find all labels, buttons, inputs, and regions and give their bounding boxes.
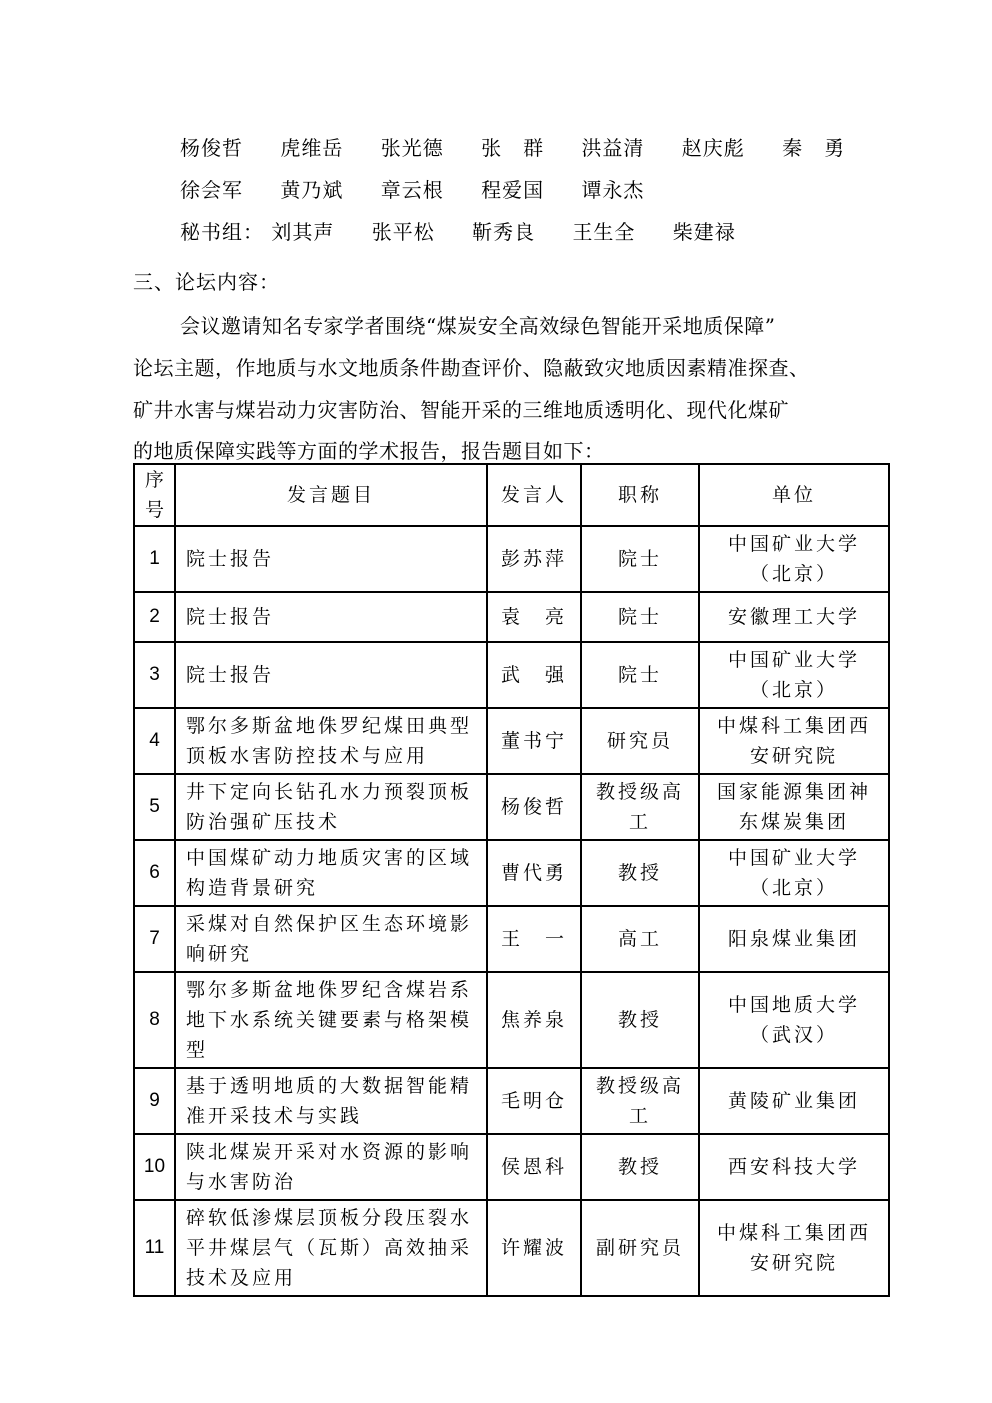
row-unit: 中国矿业大学（北京） [699, 840, 889, 906]
committee-names-line-1 [180, 132, 875, 161]
table-row [134, 1134, 889, 1200]
row-unit: 中国地质大学（武汉） [699, 972, 889, 1068]
header-unit: 单位 [699, 464, 889, 526]
table-row [134, 972, 889, 1068]
row-unit: 国家能源集团神东煤炭集团 [699, 774, 889, 840]
row-seq: 3 [134, 642, 175, 708]
row-title: 院士 [581, 592, 699, 642]
member-name: 秦 勇 [782, 136, 846, 160]
row-speaker: 杨俊哲 [487, 774, 581, 840]
row-title: 高工 [581, 906, 699, 972]
row-title: 教授 [581, 972, 699, 1068]
paragraph-line: 会议邀请知名专家学者围绕“煤炭安全高效绿色智能开采地质保障” [180, 314, 776, 338]
row-speaker: 袁 亮 [487, 592, 581, 642]
row-speaker: 武 强 [487, 642, 581, 708]
table-row [134, 1068, 889, 1134]
row-unit: 中煤科工集团西安研究院 [699, 708, 889, 774]
row-unit: 中国矿业大学（北京） [699, 642, 889, 708]
row-unit: 阳泉煤业集团 [699, 906, 889, 972]
row-unit: 安徽理工大学 [699, 592, 889, 642]
member-name: 张光德 [380, 136, 444, 160]
member-name: 章云根 [380, 178, 444, 202]
row-unit: 中煤科工集团西安研究院 [699, 1200, 889, 1296]
row-speaker: 彭苏萍 [487, 526, 581, 592]
member-name: 虎维岳 [280, 136, 344, 160]
table-row [134, 642, 889, 708]
row-title: 院士 [581, 642, 699, 708]
member-name: 张 群 [481, 136, 545, 160]
header-title: 职称 [581, 464, 699, 526]
row-seq: 5 [134, 774, 175, 840]
row-topic: 鄂尔多斯盆地侏罗纪煤田典型顶板水害防控技术与应用 [175, 708, 487, 774]
row-seq: 11 [134, 1200, 175, 1296]
table-row [134, 708, 889, 774]
row-title: 教授级高工 [581, 1068, 699, 1134]
row-topic: 院士报告 [175, 592, 487, 642]
row-topic: 碎软低渗煤层顶板分段压裂水平井煤层气（瓦斯）高效抽采技术及应用 [175, 1200, 487, 1296]
row-title: 副研究员 [581, 1200, 699, 1296]
secretary-name: 柴建禄 [672, 220, 736, 244]
secretary-name: 王生全 [572, 220, 636, 244]
row-topic: 院士报告 [175, 526, 487, 592]
row-title: 研究员 [581, 708, 699, 774]
row-topic: 采煤对自然保护区生态环境影响研究 [175, 906, 487, 972]
row-title: 教授 [581, 1134, 699, 1200]
table-header-row [134, 464, 889, 526]
row-seq: 7 [134, 906, 175, 972]
report-schedule-table [133, 463, 890, 1297]
row-speaker: 毛明仓 [487, 1068, 581, 1134]
table-row [134, 906, 889, 972]
header-speaker: 发言人 [487, 464, 581, 526]
row-seq: 9 [134, 1068, 175, 1134]
secretariat-line [180, 216, 766, 245]
paragraph-line: 矿井水害与煤岩动力灾害防治、智能开采的三维地质透明化、现代化煤矿 [133, 398, 789, 422]
row-seq: 4 [134, 708, 175, 774]
row-topic: 鄂尔多斯盆地侏罗纪含煤岩系地下水系统关键要素与格架模型 [175, 972, 487, 1068]
row-topic: 院士报告 [175, 642, 487, 708]
row-seq: 6 [134, 840, 175, 906]
member-name: 黄乃斌 [280, 178, 344, 202]
secretary-name: 刘其声 [271, 220, 335, 244]
member-name: 程爱国 [481, 178, 545, 202]
committee-names-line-2 [180, 174, 674, 203]
row-speaker: 焦养泉 [487, 972, 581, 1068]
row-topic: 基于透明地质的大数据智能精准开采技术与实践 [175, 1068, 487, 1134]
paragraph-line: 的地质保障实践等方面的学术报告，报告题目如下： [133, 439, 605, 463]
table-row [134, 526, 889, 592]
row-unit: 中国矿业大学（北京） [699, 526, 889, 592]
header-seq: 序号 [134, 464, 175, 526]
table-row [134, 840, 889, 906]
row-topic: 井下定向长钻孔水力预裂顶板防治强矿压技术 [175, 774, 487, 840]
member-name: 杨俊哲 [180, 136, 243, 160]
secretariat-label: 秘书组： [180, 220, 264, 244]
member-name: 洪益清 [581, 136, 645, 160]
secretary-name: 靳秀良 [472, 220, 536, 244]
table-row [134, 774, 889, 840]
row-unit: 黄陵矿业集团 [699, 1068, 889, 1134]
secretary-name: 张平松 [371, 220, 435, 244]
row-speaker: 许耀波 [487, 1200, 581, 1296]
row-seq: 2 [134, 592, 175, 642]
header-topic: 发言题目 [175, 464, 487, 526]
paragraph-line: 论坛主题，作地质与水文地质条件勘查评价、隐蔽致灾地质因素精准探查、 [133, 356, 810, 380]
row-speaker: 侯恩科 [487, 1134, 581, 1200]
row-title: 院士 [581, 526, 699, 592]
row-title: 教授 [581, 840, 699, 906]
row-topic: 中国煤矿动力地质灾害的区域构造背景研究 [175, 840, 487, 906]
row-seq: 1 [134, 526, 175, 592]
row-seq: 10 [134, 1134, 175, 1200]
member-name: 赵庆彪 [681, 136, 745, 160]
section-heading: 三、论坛内容： [133, 270, 280, 294]
table-row [134, 592, 889, 642]
row-title: 教授级高工 [581, 774, 699, 840]
row-topic: 陕北煤炭开采对水资源的影响与水害防治 [175, 1134, 487, 1200]
row-speaker: 王 一 [487, 906, 581, 972]
row-speaker: 曹代勇 [487, 840, 581, 906]
table-row [134, 1200, 889, 1296]
row-seq: 8 [134, 972, 175, 1068]
member-name: 徐会军 [180, 178, 243, 202]
row-unit: 西安科技大学 [699, 1134, 889, 1200]
member-name: 谭永杰 [581, 178, 645, 202]
row-speaker: 董书宁 [487, 708, 581, 774]
